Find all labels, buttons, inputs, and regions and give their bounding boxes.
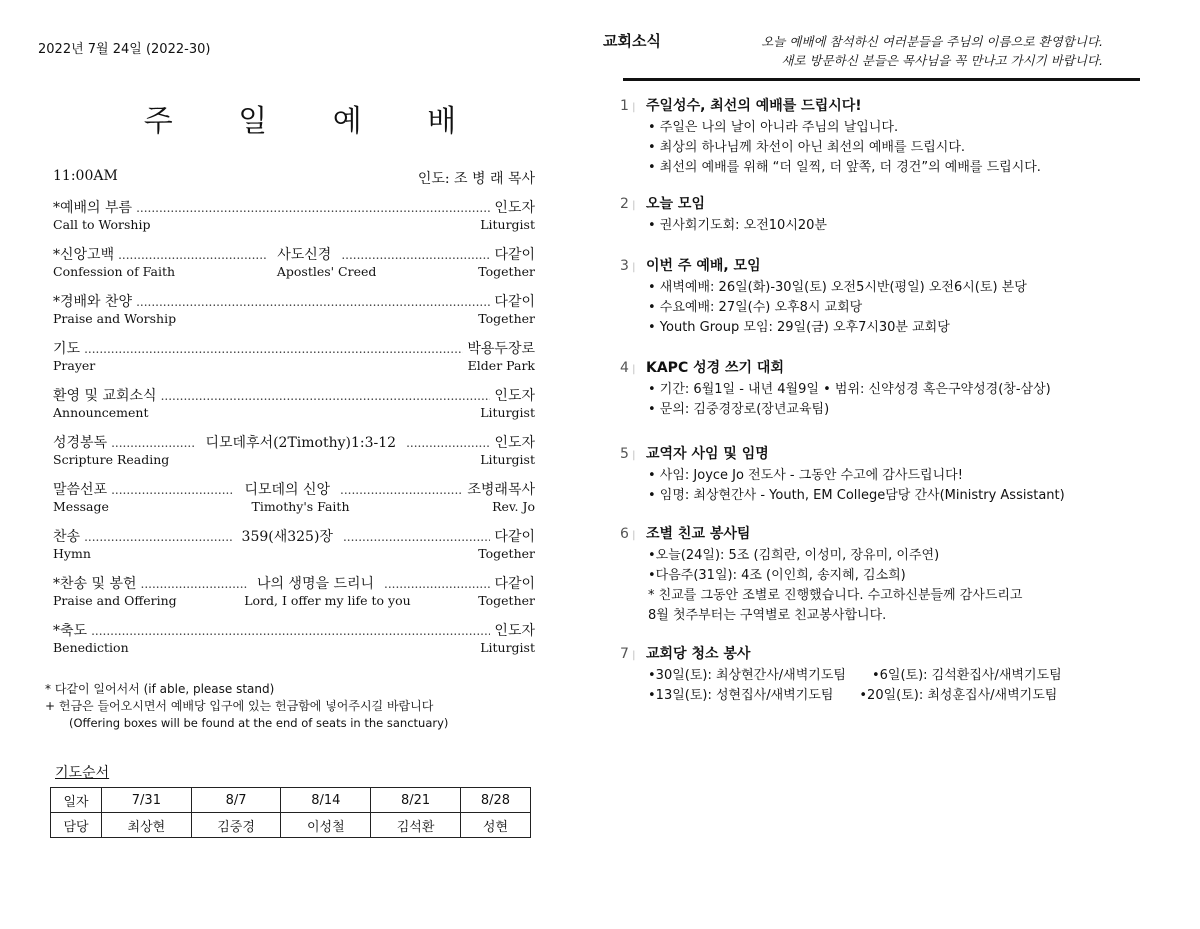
order-item-label-en: Message: [53, 499, 109, 514]
welcome-message: [713, 32, 1103, 70]
table-header-cell: 일자: [51, 788, 102, 813]
order-item-detail-en: [91, 546, 478, 561]
order-item: [53, 482, 535, 529]
order-item: [53, 623, 535, 670]
header-divider: [623, 78, 1140, 81]
welcome-line: 새로 방문하신 분들은 목사님을 꼭 만나고 가시기 바랍니다.: [781, 53, 1103, 68]
order-item-label-en: Call to Worship: [53, 217, 151, 232]
order-item-role-en: Liturgist: [480, 452, 535, 467]
order-of-worship: [53, 200, 535, 670]
news-section-heading: [620, 96, 1160, 118]
order-item-role-en: Together: [478, 546, 535, 561]
order-item: [53, 341, 535, 388]
order-item-label-en: Praise and Worship: [53, 311, 177, 326]
order-item-label-en: Prayer: [53, 358, 96, 373]
order-item-korean: [53, 341, 535, 358]
section-title: KAPC 성경 쓰기 대회: [646, 360, 784, 376]
leader-dots: [141, 576, 247, 593]
order-item-detail-en: [150, 217, 480, 232]
section-line: • 임명: 최상현간사 - Youth, EM College담당 간사(Ministry Assistant): [648, 488, 1065, 503]
leader-dots: [136, 294, 490, 311]
table-cell: 최상현: [102, 813, 192, 838]
order-item: [53, 200, 535, 247]
order-item-detail: 359(새325)장: [241, 529, 333, 545]
order-item-label: 환영 및 교회소식: [53, 388, 157, 404]
bulletin-date: 2022년 7월 24일 (2022-30): [38, 42, 211, 57]
order-item-detail: 나의 생명을 드리니: [256, 576, 375, 592]
note-offering-en: (Offering boxes will be found at the end of seats in the sanctuary): [69, 716, 449, 730]
news-section-heading: [620, 444, 1160, 466]
order-item-english: [53, 452, 535, 467]
section-number: 6 |: [620, 524, 646, 546]
order-item-english: [53, 311, 535, 326]
order-item-korean: [53, 623, 535, 640]
order-item-english: [53, 546, 535, 561]
table-cell: 7/31: [102, 788, 192, 813]
section-line: • Youth Group 모임: 29일(금) 오후7시30분 교회당: [648, 320, 950, 335]
news-section: [620, 524, 1160, 626]
news-section-heading: [620, 358, 1160, 380]
section-line: • 새벽예배: 26일(화)-30일(토) 오전5시반(평일) 오전6시(토) 본당: [648, 280, 1027, 295]
section-line: • 수요예배: 27일(수) 오후8시 교회당: [648, 300, 863, 315]
order-item-detail: 디모데의 신앙: [244, 482, 331, 498]
news-section: [620, 358, 1160, 420]
section-number: 4 |: [620, 358, 646, 380]
leader-dots: [118, 247, 267, 264]
order-item-detail-en: Timothy's Faith: [251, 499, 350, 514]
order-item-detail-en: [169, 452, 480, 467]
order-item: [53, 529, 535, 576]
table-cell: 이성철: [281, 813, 371, 838]
news-section: [620, 444, 1160, 506]
section-line: • 주일은 나의 날이 아니라 주님의 날입니다.: [648, 120, 899, 135]
cleaning-duty-entry: •6일(토): 김석환집사/새벽기도팀: [871, 668, 1062, 683]
section-title: 교회당 청소 봉사: [646, 646, 751, 662]
order-item-label-en: Confession of Faith: [53, 264, 176, 279]
section-line: [620, 686, 1160, 706]
order-item-label-en: Hymn: [53, 546, 91, 561]
table-cell: 김중경: [191, 813, 281, 838]
news-title: 교회소식: [603, 32, 661, 50]
table-cell: 8/21: [371, 788, 461, 813]
table-cell: 8/28: [460, 788, 530, 813]
order-item: [53, 247, 535, 294]
welcome-line: 오늘 예배에 참석하신 여러분들을 주님의 이름으로 환영합니다.: [761, 34, 1103, 49]
order-item-label: *경배와 찬양: [53, 294, 133, 310]
order-item-role: 다같이: [494, 247, 536, 263]
order-item-korean: [53, 435, 535, 452]
section-number: 2 |: [620, 194, 646, 216]
service-notes: [45, 681, 448, 732]
section-line: •오늘(24일): 5조 (김희란, 이성미, 장유미, 이주연): [648, 548, 940, 563]
note-stand: * 다같이 일어서서 (if able, please stand): [45, 682, 275, 696]
service-time: 11:00AM: [53, 168, 118, 184]
leader-dots: [340, 482, 463, 499]
news-section-heading: [620, 524, 1160, 546]
news-sections: [620, 96, 1160, 706]
order-item-label: 말씀선포: [53, 482, 108, 498]
order-item-detail-en: [95, 358, 467, 373]
order-item-role-en: Together: [478, 264, 535, 279]
news-section: [620, 96, 1160, 178]
section-title: 조별 친교 봉사팀: [646, 526, 751, 542]
section-title: 이번 주 예배, 모임: [646, 258, 761, 274]
order-item-korean: [53, 576, 535, 593]
order-item: [53, 388, 535, 435]
order-item-korean: [53, 388, 535, 405]
section-title: 오늘 모임: [646, 196, 705, 212]
order-item-detail-en: [129, 640, 481, 655]
order-item-role-en: Liturgist: [480, 405, 535, 420]
cleaning-duty-entry: •20일(토): 최성훈집사/새벽기도팀: [859, 688, 1058, 703]
section-line: • 문의: 김중경장로(장년교육팀): [648, 402, 830, 417]
leader-dots: [161, 388, 491, 405]
leader-dots: [84, 529, 231, 546]
order-item-role: 조병래목사: [467, 482, 535, 498]
order-item-label-en: Announcement: [53, 405, 149, 420]
order-item-label-en: Benediction: [53, 640, 129, 655]
section-line: • 사임: Joyce Jo 전도사 - 그동안 수고에 감사드립니다!: [648, 468, 963, 483]
order-item-label-en: Praise and Offering: [53, 593, 177, 608]
order-item-english: [53, 358, 535, 373]
table-row: [51, 813, 531, 838]
order-item-detail: 사도신경: [277, 247, 332, 263]
leader-dots: [91, 623, 490, 640]
news-section: [620, 194, 1160, 236]
order-item-english: [53, 640, 535, 655]
order-item-label: *축도: [53, 623, 88, 639]
service-title: 주 일 예 배: [143, 104, 485, 139]
order-item-english: [53, 264, 535, 279]
service-time-row: [53, 168, 535, 188]
section-number: 5 |: [620, 444, 646, 466]
cleaning-duty-entry: •30일(토): 최상현간사/새벽기도팀: [648, 668, 846, 683]
order-item-detail: 디모데후서(2Timothy)1:3-12: [205, 435, 397, 451]
leader-dots: [343, 529, 490, 546]
cleaning-duty-entry: •13일(토): 성현집사/새벽기도팀: [648, 688, 834, 703]
leader-dots: [111, 435, 195, 452]
prayer-schedule-table: [50, 787, 531, 838]
news-section-heading: [620, 194, 1160, 216]
section-line: • 기간: 6월1일 - 내년 4월9일 • 범위: 신약성경 혹은구약성경(창-삼상): [648, 382, 1051, 397]
section-line: • 최상의 하나님께 차선이 아닌 최선의 예배를 드립시다.: [648, 140, 966, 155]
table-cell: 김석환: [371, 813, 461, 838]
prayer-schedule-title: 기도순서: [55, 765, 110, 781]
order-item-korean: [53, 294, 535, 311]
table-cell: 8/14: [281, 788, 371, 813]
order-item-english: [53, 499, 535, 514]
order-item-detail-en: Apostles' Creed: [276, 264, 377, 279]
order-item-role: 박용두장로: [467, 341, 535, 357]
table-cell: 8/7: [191, 788, 281, 813]
order-item-korean: [53, 529, 535, 546]
order-item-role: 인도자: [494, 623, 535, 639]
section-number: 7 |: [620, 644, 646, 666]
leader-dots: [111, 482, 234, 499]
section-line: * 친교를 그동안 조별로 진행했습니다. 수고하신분들께 감사드리고: [648, 588, 1023, 603]
leader-dots: [84, 341, 463, 358]
order-item-label: *예배의 부름: [53, 200, 133, 216]
order-item-label: *찬송 및 봉헌: [53, 576, 137, 592]
order-item-detail-en: Lord, I offer my life to you: [244, 593, 411, 608]
order-item-detail-en: [148, 405, 480, 420]
order-item-role: 다같이: [494, 294, 535, 310]
note-offering: + 헌금은 들어오시면서 예배당 입구에 있는 헌금함에 넣어주시길 바랍니다: [45, 699, 434, 713]
order-item: [53, 576, 535, 623]
section-line: 8월 첫주부터는 구역별로 친교봉사합니다.: [648, 608, 887, 623]
table-header-cell: 담당: [51, 813, 102, 838]
order-item-english: [53, 217, 535, 232]
order-item-role-en: Elder Park: [467, 358, 535, 373]
order-item-label: *신앙고백: [53, 247, 115, 263]
order-item-detail-en: [176, 311, 478, 326]
leader-dots: [406, 435, 490, 452]
table-row: [51, 788, 531, 813]
order-item-korean: [53, 247, 535, 264]
section-number: 3 |: [620, 256, 646, 278]
service-leader: 인도: 조 병 래 목사: [417, 171, 535, 187]
order-item-label: 성경봉독: [53, 435, 108, 451]
news-section-heading: [620, 256, 1160, 278]
order-item-role-en: Liturgist: [480, 217, 535, 232]
section-line: • 권사회기도회: 오전10시20분: [648, 218, 827, 233]
order-item: [53, 435, 535, 482]
order-item-role: 인도자: [494, 388, 535, 404]
news-section: [620, 644, 1160, 706]
section-number: 1 |: [620, 96, 646, 118]
section-line: • 최선의 예배를 위해 “더 일찍, 더 앞쪽, 더 경건”의 예배를 드립시다.: [648, 160, 1041, 175]
section-title: 주일성수, 최선의 예배를 드립시다!: [646, 98, 862, 114]
leader-dots: [341, 247, 490, 264]
order-item-english: [53, 405, 535, 420]
leader-dots: [136, 200, 490, 217]
order-item-role-en: Rev. Jo: [492, 499, 535, 514]
table-cell: 성현: [460, 813, 530, 838]
order-item-role: 인도자: [494, 435, 536, 451]
order-item-role: 인도자: [494, 200, 535, 216]
section-line: [620, 666, 1160, 686]
order-item: [53, 294, 535, 341]
order-item-role-en: Together: [478, 593, 535, 608]
section-title: 교역자 사임 및 임명: [646, 446, 769, 462]
order-item-role: 다같이: [494, 576, 536, 592]
leader-dots: [384, 576, 490, 593]
news-section: [620, 256, 1160, 338]
order-item-label: 찬송: [53, 529, 81, 545]
news-section-heading: [620, 644, 1160, 666]
order-item-role-en: Together: [478, 311, 535, 326]
order-item-korean: [53, 200, 535, 217]
order-item-label-en: Scripture Reading: [53, 452, 170, 467]
order-item-role: 다같이: [494, 529, 535, 545]
order-item-english: [53, 593, 535, 608]
order-item-korean: [53, 482, 535, 499]
order-item-role-en: Liturgist: [480, 640, 535, 655]
order-item-label: 기도: [53, 341, 81, 357]
section-line: •다음주(31일): 4조 (이인희, 송지혜, 김소희): [648, 568, 906, 583]
